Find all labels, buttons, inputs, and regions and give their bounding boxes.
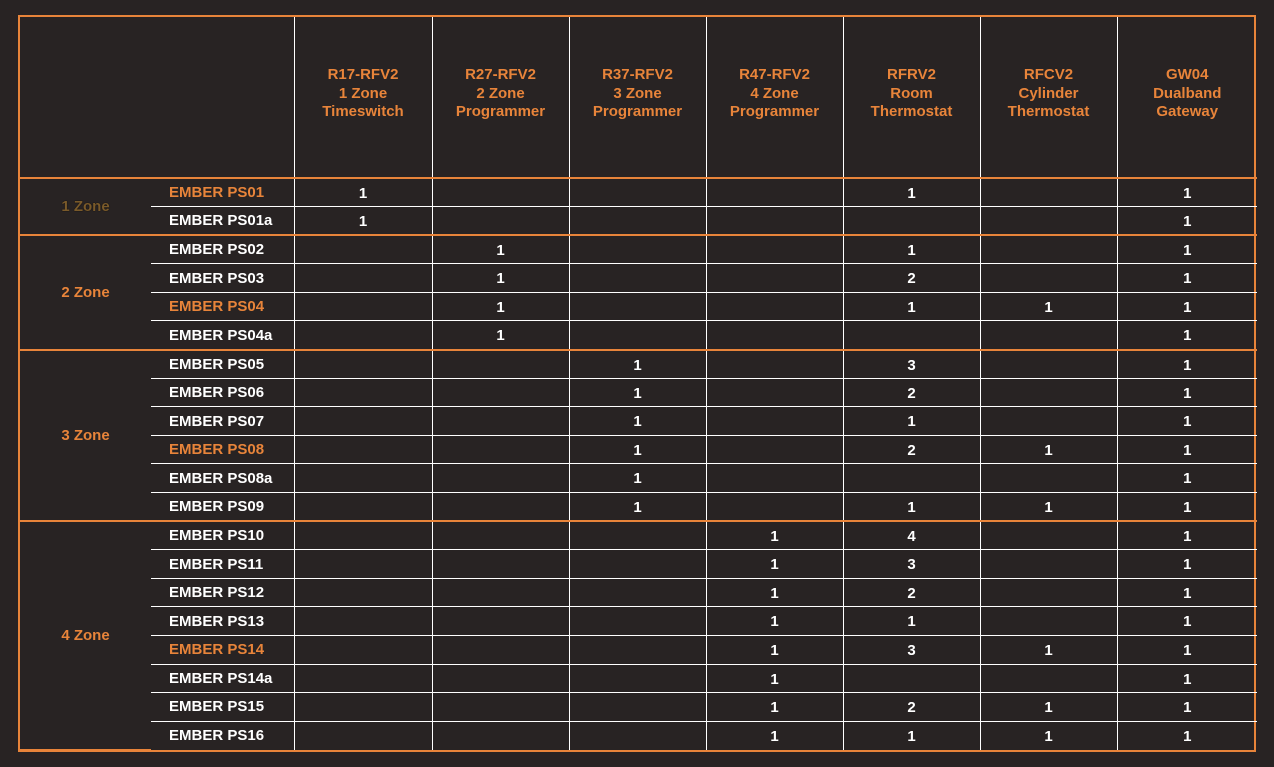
quantity-cell [569, 607, 706, 636]
quantity-cell [294, 435, 432, 464]
quantity-cell [294, 607, 432, 636]
quantity-cell [432, 493, 569, 522]
column-header [1117, 17, 1257, 178]
quantity-cell: 1 [569, 378, 706, 407]
column-header-line2: Cylinder [1018, 84, 1079, 102]
table-row [20, 321, 1257, 350]
quantity-cell [980, 235, 1117, 264]
quantity-cell [843, 464, 980, 493]
quantity-cell: 1 [1117, 607, 1257, 636]
quantity-cell: 1 [843, 178, 980, 207]
quantity-cell: 1 [1117, 207, 1257, 236]
quantity-cell [294, 664, 432, 693]
product-matrix-table [20, 17, 1257, 751]
quantity-cell [294, 550, 432, 579]
column-header [980, 17, 1117, 178]
quantity-cell [843, 207, 980, 236]
quantity-cell [294, 292, 432, 321]
quantity-cell [980, 407, 1117, 436]
quantity-cell [569, 664, 706, 693]
quantity-cell [432, 378, 569, 407]
quantity-cell: 1 [980, 636, 1117, 665]
package-name: EMBER PS14 [151, 636, 294, 665]
column-header-line2: Room [890, 84, 933, 102]
quantity-cell: 1 [294, 178, 432, 207]
quantity-cell [980, 378, 1117, 407]
quantity-cell: 1 [432, 292, 569, 321]
quantity-cell [706, 407, 843, 436]
quantity-cell: 1 [1117, 435, 1257, 464]
quantity-cell: 1 [1117, 464, 1257, 493]
package-name: EMBER PS13 [151, 607, 294, 636]
table-row [20, 464, 1257, 493]
quantity-cell [432, 664, 569, 693]
quantity-cell: 1 [569, 350, 706, 379]
table-row [20, 407, 1257, 436]
quantity-cell [294, 493, 432, 522]
column-header-line2: 3 Zone [613, 84, 662, 102]
package-name: EMBER PS16 [169, 727, 265, 745]
quantity-cell [294, 321, 432, 350]
quantity-cell: 2 [843, 578, 980, 607]
package-name: EMBER PS10 [151, 521, 294, 550]
table-row [20, 350, 1257, 379]
column-header-line3: Timeswitch [322, 103, 404, 121]
quantity-cell [706, 292, 843, 321]
quantity-cell: 1 [1117, 350, 1257, 379]
quantity-cell: 1 [843, 493, 980, 522]
package-name: EMBER PS04a [151, 321, 294, 350]
quantity-cell [432, 721, 569, 750]
package-name: EMBER PS02 [151, 235, 294, 264]
quantity-cell [706, 464, 843, 493]
quantity-cell: 1 [569, 407, 706, 436]
column-header-line1: R17-RFV2 [327, 66, 399, 84]
quantity-cell [706, 178, 843, 207]
quantity-cell [294, 636, 432, 665]
package-name: EMBER PS12 [151, 578, 294, 607]
quantity-cell: 1 [980, 721, 1117, 750]
package-name: EMBER PS06 [151, 378, 294, 407]
quantity-cell [432, 350, 569, 379]
quantity-cell [706, 493, 843, 522]
quantity-cell: 1 [569, 464, 706, 493]
quantity-cell: 1 [980, 292, 1117, 321]
package-name: EMBER PS08 [151, 435, 294, 464]
quantity-cell: 2 [843, 693, 980, 722]
quantity-cell [706, 207, 843, 236]
quantity-cell: 2 [843, 435, 980, 464]
quantity-cell: 1 [432, 264, 569, 293]
quantity-cell [432, 693, 569, 722]
quantity-cell: 1 [1117, 321, 1257, 350]
quantity-cell [706, 264, 843, 293]
header-row [20, 17, 1257, 178]
quantity-cell: 1 [980, 693, 1117, 722]
quantity-cell [706, 235, 843, 264]
quantity-cell: 1 [706, 550, 843, 579]
quantity-cell [294, 407, 432, 436]
quantity-cell: 1 [706, 693, 843, 722]
quantity-cell: 1 [432, 321, 569, 350]
column-header [569, 17, 706, 178]
quantity-cell: 2 [843, 378, 980, 407]
column-header-line3: Thermostat [1007, 103, 1090, 121]
quantity-cell [294, 693, 432, 722]
column-header-line1: R37-RFV2 [602, 66, 673, 84]
table-row [20, 664, 1257, 693]
package-name: EMBER PS08a [151, 464, 294, 493]
table-row [20, 636, 1257, 665]
column-header [706, 17, 843, 178]
matrix-body [20, 178, 1257, 750]
quantity-cell [980, 578, 1117, 607]
quantity-cell: 1 [1117, 664, 1257, 693]
quantity-cell: 1 [706, 664, 843, 693]
quantity-cell [980, 607, 1117, 636]
quantity-cell: 1 [843, 292, 980, 321]
quantity-cell [432, 207, 569, 236]
column-header-line3: Gateway [1156, 103, 1219, 121]
quantity-cell: 3 [843, 636, 980, 665]
column-header [843, 17, 980, 178]
quantity-cell [432, 607, 569, 636]
column-header-line3: Programmer [592, 103, 683, 121]
table-row [20, 178, 1257, 207]
quantity-cell [980, 264, 1117, 293]
quantity-cell [432, 636, 569, 665]
quantity-cell [569, 578, 706, 607]
package-name: EMBER PS01a [151, 207, 294, 236]
quantity-cell: 1 [843, 607, 980, 636]
quantity-cell [980, 664, 1117, 693]
table-row [20, 435, 1257, 464]
quantity-cell [569, 207, 706, 236]
quantity-cell [569, 235, 706, 264]
quantity-cell: 1 [294, 207, 432, 236]
column-header-line3: Programmer [729, 103, 820, 121]
table-row [20, 578, 1257, 607]
package-name: EMBER PS14a [151, 664, 294, 693]
column-header-line1: GW04 [1165, 66, 1209, 84]
quantity-cell [843, 321, 980, 350]
quantity-cell: 1 [1117, 550, 1257, 579]
quantity-cell [706, 378, 843, 407]
quantity-cell [294, 721, 432, 750]
quantity-cell [432, 407, 569, 436]
table-row [20, 264, 1257, 293]
quantity-cell [432, 550, 569, 579]
quantity-cell: 1 [1117, 693, 1257, 722]
quantity-cell: 1 [1117, 178, 1257, 207]
quantity-cell [569, 321, 706, 350]
quantity-cell [294, 521, 432, 550]
quantity-cell [569, 636, 706, 665]
column-header-line2: 4 Zone [750, 84, 799, 102]
quantity-cell: 1 [1117, 235, 1257, 264]
quantity-cell: 1 [569, 435, 706, 464]
quantity-cell: 1 [843, 721, 980, 750]
table-row [20, 721, 1257, 750]
table-row [20, 207, 1257, 236]
quantity-cell: 1 [432, 235, 569, 264]
column-header-line3: Programmer [455, 103, 546, 121]
quantity-cell: 1 [569, 493, 706, 522]
quantity-cell: 1 [1117, 407, 1257, 436]
quantity-cell: 1 [1117, 636, 1257, 665]
table-row [20, 378, 1257, 407]
column-header-line1: RFRV2 [887, 66, 936, 84]
quantity-cell [569, 693, 706, 722]
table-row [20, 521, 1257, 550]
quantity-cell: 1 [706, 578, 843, 607]
quantity-cell: 3 [843, 350, 980, 379]
table-row [20, 235, 1257, 264]
quantity-cell: 1 [706, 721, 843, 750]
quantity-cell: 1 [1117, 521, 1257, 550]
quantity-cell [294, 350, 432, 379]
table-row [20, 550, 1257, 579]
quantity-cell [432, 578, 569, 607]
zone-group-label: 4 Zone [20, 521, 151, 750]
quantity-cell [569, 178, 706, 207]
column-header-line1: R47-RFV2 [739, 66, 810, 84]
quantity-cell: 2 [843, 264, 980, 293]
quantity-cell [980, 321, 1117, 350]
quantity-cell [294, 264, 432, 293]
zone-group-label: 3 Zone [20, 350, 151, 522]
quantity-cell [980, 350, 1117, 379]
quantity-cell [432, 178, 569, 207]
quantity-cell [294, 235, 432, 264]
quantity-cell: 1 [706, 636, 843, 665]
table-row [20, 493, 1257, 522]
package-name: EMBER PS09 [151, 493, 294, 522]
quantity-cell [569, 292, 706, 321]
quantity-cell [980, 207, 1117, 236]
quantity-cell [294, 578, 432, 607]
quantity-cell [294, 464, 432, 493]
quantity-cell [569, 721, 706, 750]
package-name: EMBER PS04 [151, 292, 294, 321]
quantity-cell [569, 264, 706, 293]
quantity-cell: 1 [1117, 721, 1257, 750]
quantity-cell [706, 350, 843, 379]
column-header-line2: 2 Zone [476, 84, 525, 102]
quantity-cell: 1 [1117, 378, 1257, 407]
table-row [20, 693, 1257, 722]
column-header [432, 17, 569, 178]
quantity-cell: 1 [980, 493, 1117, 522]
product-matrix-frame [18, 15, 1256, 752]
quantity-cell [980, 178, 1117, 207]
quantity-cell [980, 521, 1117, 550]
quantity-cell [432, 435, 569, 464]
quantity-cell [432, 521, 569, 550]
column-header-line1: R27-RFV2 [465, 66, 536, 84]
quantity-cell [569, 550, 706, 579]
quantity-cell [569, 521, 706, 550]
package-name: EMBER PS15 [151, 693, 294, 722]
package-name: EMBER PS01 [151, 178, 294, 207]
quantity-cell [294, 378, 432, 407]
quantity-cell: 1 [843, 407, 980, 436]
package-name: EMBER PS11 [151, 550, 294, 579]
quantity-cell [432, 464, 569, 493]
quantity-cell: 1 [1117, 264, 1257, 293]
quantity-cell [980, 550, 1117, 579]
quantity-cell: 3 [843, 550, 980, 579]
quantity-cell [706, 321, 843, 350]
quantity-cell: 1 [1117, 578, 1257, 607]
quantity-cell: 1 [706, 521, 843, 550]
package-name: EMBER PS07 [151, 407, 294, 436]
column-header-line3: Thermostat [870, 103, 953, 121]
quantity-cell: 1 [843, 235, 980, 264]
header-corner [20, 17, 294, 178]
column-header-line2: Dualband [1153, 84, 1222, 102]
zone-group-label: 2 Zone [20, 235, 151, 349]
quantity-cell [706, 435, 843, 464]
quantity-cell: 1 [1117, 493, 1257, 522]
quantity-cell: 1 [1117, 292, 1257, 321]
package-name: EMBER PS03 [151, 264, 294, 293]
column-header-line2: 1 Zone [338, 84, 388, 102]
quantity-cell: 1 [980, 435, 1117, 464]
table-row [20, 607, 1257, 636]
column-header-line1: RFCV2 [1023, 66, 1074, 84]
column-header [294, 17, 432, 178]
quantity-cell [843, 664, 980, 693]
quantity-cell [980, 464, 1117, 493]
table-row [20, 292, 1257, 321]
package-name: EMBER PS05 [151, 350, 294, 379]
quantity-cell: 4 [843, 521, 980, 550]
zone-group-label: 1 Zone [20, 178, 151, 235]
quantity-cell: 1 [706, 607, 843, 636]
